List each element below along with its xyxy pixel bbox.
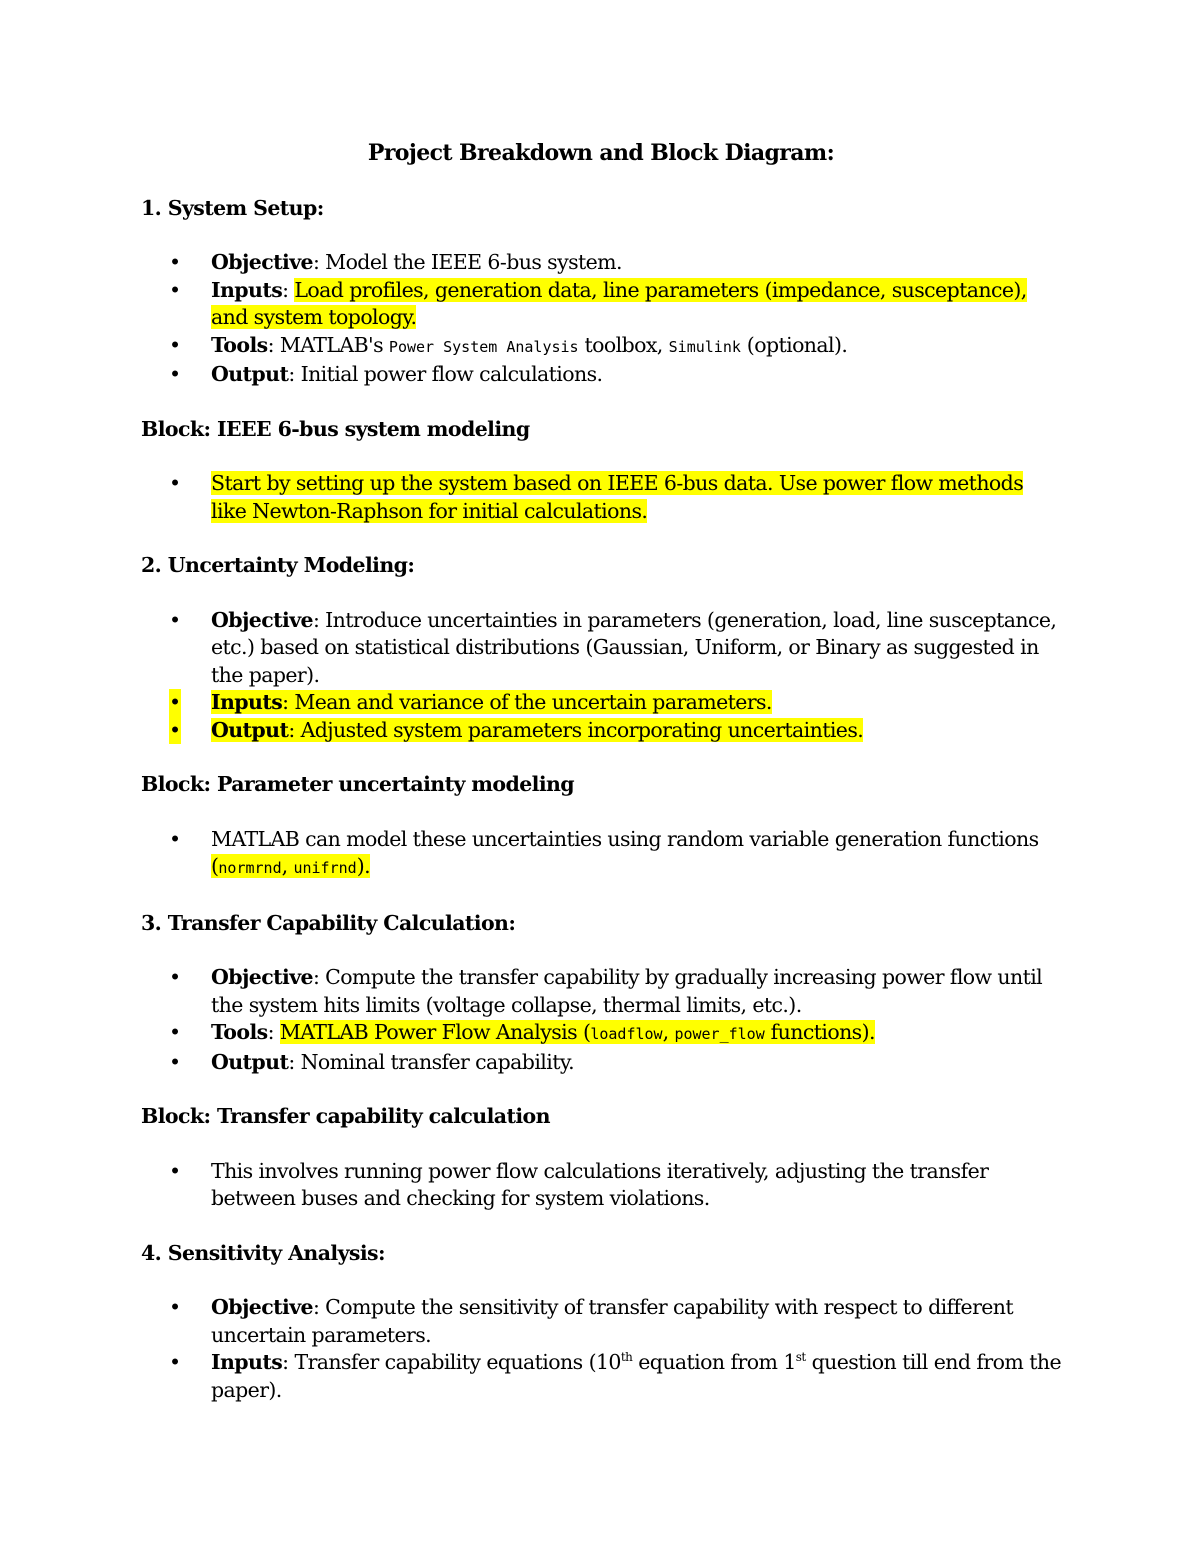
section-heading-system-setup: 1. System Setup: [141, 195, 324, 220]
code-power-system-analysis: Power System Analysis [388, 337, 579, 356]
bullet-icon: • [169, 362, 181, 386]
list-item [141, 826, 1061, 883]
text-tools-post: (optional). [740, 332, 848, 357]
list-item [141, 470, 1061, 525]
label-tools: Tools [211, 1020, 268, 1044]
code-normrnd: normrnd [218, 859, 282, 877]
list-item [141, 964, 1061, 1019]
code-simulink: Simulink [668, 337, 741, 356]
bullet-icon: • [169, 277, 181, 302]
page-title: Project Breakdown and Block Diagram: [367, 140, 835, 166]
text-inputs-mid: equation from 1 [632, 1350, 796, 1374]
list-item [141, 1158, 1061, 1213]
superscript-th: th [620, 1350, 633, 1365]
text-objective: : Introduce uncertainties in parameters (generation, load, line susceptance, etc.) based on statistical distributions (Gaussian, Uniform, or Binary as suggested in the paper). [211, 607, 1057, 687]
label-inputs: Inputs [211, 1350, 283, 1374]
document-body [141, 140, 1061, 1431]
list-item [141, 249, 1061, 277]
text-tools-pre: : MATLAB's [267, 332, 389, 357]
code-power-flow: power_flow [674, 1025, 765, 1043]
text-output: : Nominal transfer capability. [288, 1049, 575, 1074]
text-block: MATLAB can model these uncertainties using random variable generation functions [211, 826, 1039, 851]
label-tools: Tools [211, 332, 268, 357]
text-block: This involves running power flow calculations iteratively, adjusting the transfer between buses and checking for system violations. [211, 1158, 989, 1210]
code-loadflow: loadflow [590, 1025, 663, 1043]
text-paren-open: ( [211, 854, 219, 878]
bullet-icon: • [169, 965, 181, 989]
bullet-icon: • [169, 1350, 181, 1374]
text-output: : Adjusted system parameters incorporating uncertainties. [288, 717, 864, 742]
list-item [141, 717, 1061, 745]
label-objective: Objective [211, 607, 313, 632]
list-item [141, 1294, 1061, 1349]
list-item [141, 277, 1061, 332]
list-item [141, 607, 1061, 690]
sensitivity-analysis-list [141, 1294, 1061, 1404]
text-sep: , [281, 854, 294, 878]
bullet-icon: • [169, 826, 181, 851]
list-item [141, 1349, 1061, 1404]
bullet-icon: • [169, 1049, 181, 1074]
label-output: Output [211, 362, 289, 386]
code-unifrnd: unifrnd [293, 859, 357, 877]
block-transfer-list [141, 1158, 1061, 1213]
block-heading-parameter-uncertainty: Block: Parameter uncertainty modeling [141, 772, 575, 796]
bullet-icon: • [169, 607, 181, 632]
bullet-icon: • [169, 1020, 181, 1044]
text-inputs-pre: : Transfer capability equations (10 [282, 1350, 621, 1374]
text-tools-mid: toolbox, [578, 332, 669, 357]
text-objective: : Compute the transfer capability by gradually increasing power flow until the system hits limits (voltage collapse, thermal limits, etc.). [211, 965, 1043, 1017]
label-objective: Objective [211, 250, 313, 274]
bullet-icon: • [169, 717, 181, 745]
section-heading-sensitivity-analysis: 4. Sensitivity Analysis: [141, 1240, 385, 1265]
section-heading-uncertainty-modeling: 2. Uncertainty Modeling: [141, 553, 415, 577]
bullet-icon: • [169, 471, 181, 495]
list-item [141, 1019, 1061, 1049]
block-heading-ieee-6-bus: Block: IEEE 6-bus system modeling [141, 416, 530, 441]
label-output: Output [211, 1049, 289, 1074]
system-setup-list [141, 249, 1061, 389]
label-inputs: Inputs [211, 277, 283, 302]
list-item [141, 689, 1061, 717]
highlight-inputs: Load profiles, generation data, line parameters (impedance, susceptance), and system topology. [211, 277, 1027, 329]
label-objective: Objective [211, 1295, 313, 1319]
text-objective: : Compute the sensitivity of transfer capability with respect to different uncertain parameters. [211, 1295, 1014, 1347]
block-ieee-list [141, 470, 1061, 525]
list-item [141, 361, 1061, 389]
bullet-icon: • [169, 250, 181, 274]
text-objective: : Model the IEEE 6-bus system. [312, 250, 622, 274]
superscript-st: st [795, 1350, 806, 1365]
list-item [141, 1049, 1061, 1077]
text-inputs-post: question till end from the paper). [211, 1350, 1061, 1402]
label-output: Output [211, 717, 289, 742]
block-parameter-list [141, 826, 1061, 883]
bullet-icon: • [169, 1158, 181, 1183]
bullet-icon: • [169, 332, 181, 357]
text-tools-pre: MATLAB Power Flow Analysis ( [279, 1020, 591, 1044]
text-paren-close: ). [356, 854, 371, 878]
transfer-capability-list [141, 964, 1061, 1076]
bullet-icon: • [169, 1295, 181, 1319]
text-tools-post: functions). [764, 1020, 875, 1044]
bullet-icon: • [169, 689, 181, 717]
section-heading-transfer-capability: 3. Transfer Capability Calculation: [141, 910, 516, 935]
text-output: : Initial power flow calculations. [288, 362, 603, 386]
label-objective: Objective [211, 965, 313, 989]
list-item [141, 332, 1061, 362]
uncertainty-modeling-list [141, 607, 1061, 745]
label-inputs: Inputs [211, 690, 283, 714]
text-colon: : [282, 277, 295, 302]
block-heading-transfer-calculation: Block: Transfer capability calculation [141, 1104, 550, 1128]
highlight-block-text: Start by setting up the system based on IEEE 6-bus data. Use power flow methods like Newton-Raphson for initial calculations. [211, 471, 1024, 523]
text-colon: : [267, 1020, 280, 1044]
text-tools-sep: , [662, 1020, 675, 1044]
text-inputs: : Mean and variance of the uncertain parameters. [282, 690, 772, 714]
